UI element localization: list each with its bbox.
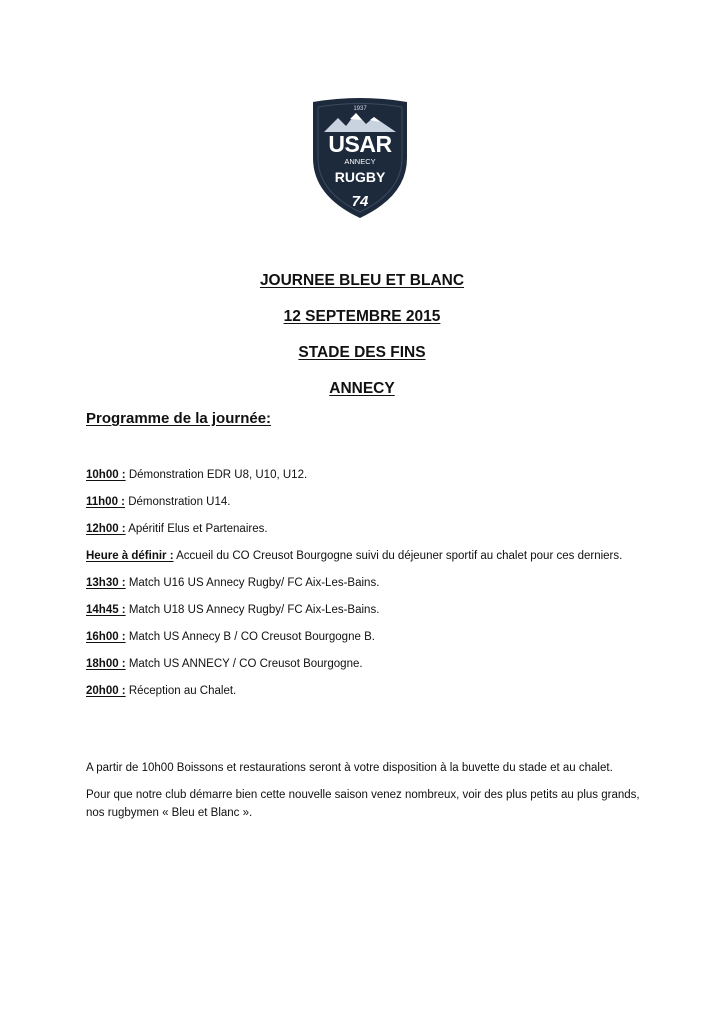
schedule-text: Démonstration U14.	[125, 496, 231, 508]
schedule-text: Réception au Chalet.	[125, 685, 237, 697]
schedule-text: Match US Annecy B / CO Creusot Bourgogne B.	[125, 631, 375, 643]
schedule-time: 12h00 :	[86, 523, 126, 535]
closing-section	[86, 759, 646, 831]
schedule-time: 10h00 :	[86, 469, 126, 481]
program-title: Programme de la journée:	[86, 410, 272, 427]
schedule-item	[86, 628, 646, 646]
invitation-paragraph: Pour que notre club démarre bien cette nouvelle saison venez nombreux, voir des plus petits au plus grands, nos rugbymen « Bleu et Blanc ».	[86, 789, 640, 819]
refreshments-paragraph: A partir de 10h00 Boissons et restaurations seront à votre disposition à la buvette du stade et au chalet.	[86, 762, 613, 774]
schedule-time: Heure à définir :	[86, 550, 174, 562]
logo-sport-text: RUGBY	[334, 169, 386, 185]
schedule-item	[86, 682, 646, 700]
event-city: ANNECY	[329, 380, 395, 397]
logo-city-text: ANNECY	[344, 157, 376, 166]
schedule-item	[86, 547, 646, 565]
club-crest-icon	[310, 96, 410, 220]
event-title: JOURNEE BLEU ET BLANC	[259, 272, 465, 289]
schedule-item	[86, 601, 646, 619]
logo-number-text: 74	[351, 193, 369, 210]
program-schedule	[86, 466, 646, 709]
club-logo	[310, 96, 410, 220]
event-date: 12 SEPTEMBRE 2015	[283, 308, 441, 325]
schedule-text: Accueil du CO Creusot Bourgogne suivi du déjeuner sportif au chalet pour ces derniers.	[173, 550, 623, 562]
schedule-time: 11h00 :	[86, 496, 125, 508]
schedule-text: Match U16 US Annecy Rugby/ FC Aix-Les-Bains.	[125, 577, 380, 589]
schedule-text: Match US ANNECY / CO Creusot Bourgogne.	[125, 658, 363, 670]
schedule-item	[86, 574, 646, 592]
event-header	[0, 268, 724, 412]
schedule-item	[86, 493, 646, 511]
schedule-item	[86, 466, 646, 484]
schedule-time: 13h30 :	[86, 577, 126, 589]
logo-year: 1937	[353, 106, 367, 112]
schedule-item	[86, 520, 646, 538]
schedule-text: Match U18 US Annecy Rugby/ FC Aix-Les-Bains.	[125, 604, 380, 616]
event-venue: STADE DES FINS	[298, 344, 426, 361]
schedule-time: 18h00 :	[86, 658, 126, 670]
schedule-time: 14h45 :	[86, 604, 126, 616]
schedule-time: 16h00 :	[86, 631, 126, 643]
schedule-text: Apéritif Elus et Partenaires.	[125, 523, 268, 535]
logo-main-text: USAR	[328, 131, 392, 157]
schedule-item	[86, 655, 646, 673]
schedule-text: Démonstration EDR U8, U10, U12.	[125, 469, 308, 481]
schedule-time: 20h00 :	[86, 685, 126, 697]
